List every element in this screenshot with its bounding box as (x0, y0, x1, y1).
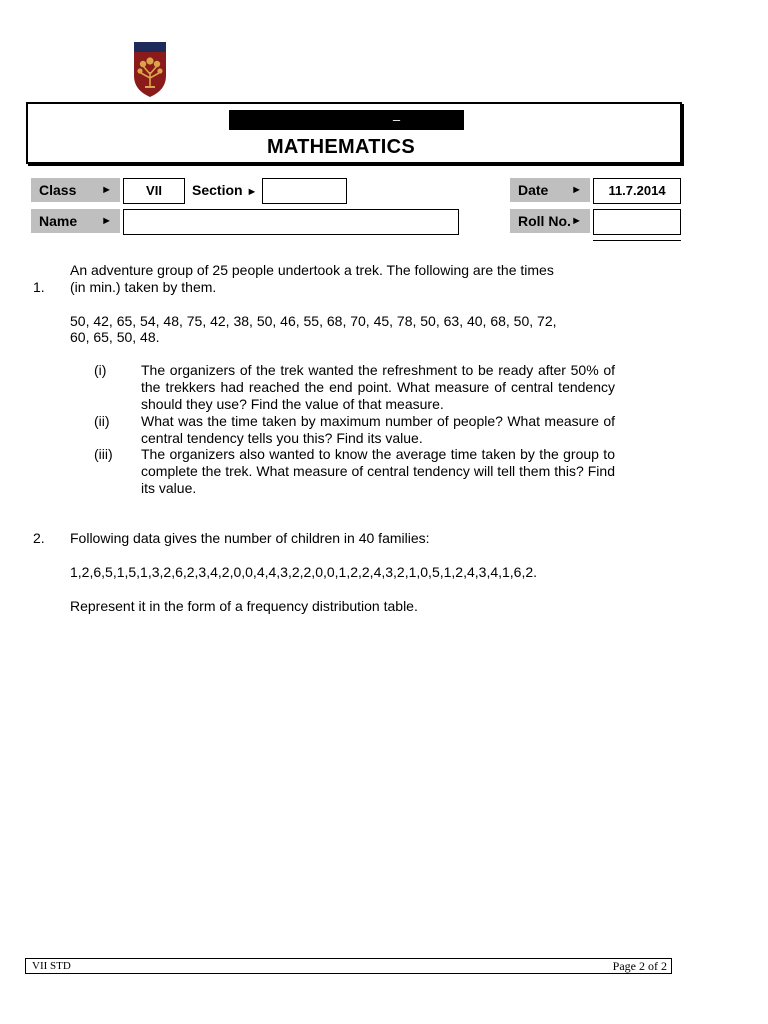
q1-number: 1. (33, 279, 45, 295)
class-label: Class (39, 182, 77, 198)
q1-part-iii-text: The organizers also wanted to know the average time taken by the group to complete the trek. What measure of central tendency will tell them this? Find its value. (141, 446, 615, 496)
q2-line1: Following data gives the number of children in 40 families: (70, 530, 430, 546)
q1-data-line1: 50, 42, 65, 54, 48, 75, 42, 38, 50, 46, 55, 68, 70, 45, 78, 50, 63, 40, 68, 50, 72, (70, 313, 557, 329)
roll-field[interactable] (593, 209, 681, 235)
q1-part-iii-label: (iii) (94, 446, 113, 462)
name-label-cell (31, 209, 120, 233)
q2-data-line: 1,2,6,5,1,5,1,3,2,6,2,3,4,2,0,0,4,4,3,2,2,0,0,1,2,2,4,3,2,1,0,5,1,2,4,3,4,1,6,2. (70, 564, 538, 580)
date-field[interactable]: 11.7.2014 (593, 178, 681, 204)
q1-line1: An adventure group of 25 people undertook a trek. The following are the times (70, 262, 554, 278)
q1-line2: (in min.) taken by them. (70, 279, 217, 295)
q1-part-i-label: (i) (94, 362, 107, 378)
page-footer (25, 958, 672, 974)
q2-line3: Represent it in the form of a frequency distribution table. (70, 598, 418, 614)
class-field[interactable]: VII (123, 178, 185, 204)
date-label: Date (518, 182, 549, 198)
roll-underline (593, 240, 681, 241)
q1-part-ii-text: What was the time taken by maximum number of people? What measure of central tendency tells you this? Find its value. (141, 413, 615, 446)
q1-part-ii-label: (ii) (94, 413, 110, 429)
q2-number: 2. (33, 530, 45, 546)
arrow-icon: ► (571, 215, 582, 227)
section-label-cell (192, 178, 257, 204)
class-label-cell (31, 178, 120, 202)
subject-title: MATHEMATICS (266, 136, 416, 158)
name-label: Name (39, 213, 78, 229)
section-field[interactable] (262, 178, 347, 204)
section-label: Section (192, 182, 243, 198)
q1-data-line2: 60, 65, 50, 48. (70, 329, 160, 345)
title-bar-dash: – (392, 112, 401, 127)
date-label-cell (510, 178, 590, 202)
exam-title-bar (229, 110, 464, 130)
footer-class: VII STD (32, 960, 71, 972)
roll-label: Roll No. (518, 213, 571, 229)
name-field[interactable] (123, 209, 459, 235)
q1-part-i-text: The organizers of the trek wanted the refreshment to be ready after 50% of the trekkers had reached the end point. What measure of central tendency should they use? Find the value of that measure. (141, 362, 615, 412)
roll-label-cell (510, 209, 590, 233)
footer-page-number: Page 2 of 2 (612, 959, 667, 973)
arrow-icon: ► (101, 215, 112, 227)
school-logo (132, 42, 168, 98)
arrow-icon: ► (101, 184, 112, 196)
arrow-icon: ► (571, 184, 582, 196)
arrow-icon: ► (246, 186, 258, 198)
